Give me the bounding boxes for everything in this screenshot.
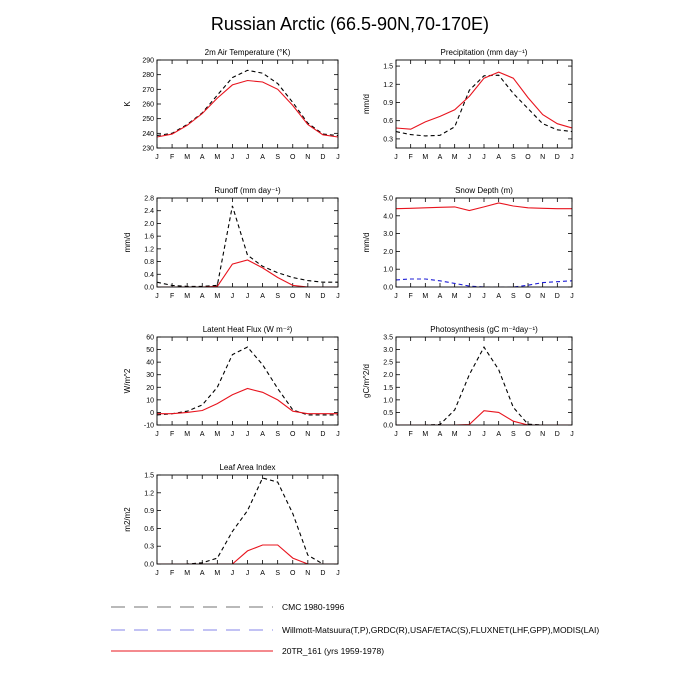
y-tick-label: 30 [146,372,154,380]
y-tick-label: 1.2 [144,246,154,254]
y-tick-label: 0.6 [144,525,154,533]
y-axis-label: m2/m2 [123,507,132,532]
series-line [157,260,338,287]
y-tick-label: 250 [142,116,154,124]
panel-title: Runoff (mm day⁻¹) [214,186,281,195]
x-tick-label: J [467,293,472,300]
x-tick-label: J [155,431,159,438]
x-tick-label: A [437,154,443,161]
y-tick-label: 20 [146,384,154,392]
x-tick-label: S [510,154,516,161]
x-tick-label: J [245,570,250,577]
y-tick-label: -10 [143,422,154,430]
x-tick-label: M [451,431,458,438]
y-axis-label: mm/d [362,94,371,114]
chart-panel [123,325,340,438]
x-tick-label: N [305,570,311,577]
x-tick-label: J [245,431,250,438]
series-line [396,347,572,425]
x-tick-label: A [199,431,205,438]
x-tick-label: J [570,431,574,438]
x-tick-label: J [482,154,486,161]
x-tick-label: J [570,293,574,300]
x-tick-label: M [214,293,221,300]
x-tick-label: D [554,431,560,438]
panels [123,48,574,577]
y-tick-label: 230 [142,145,154,153]
x-tick-label: J [336,431,340,438]
x-tick-label: S [275,154,281,161]
x-tick-label: M [214,570,221,577]
x-tick-label: F [169,570,175,577]
x-tick-label: A [437,293,443,300]
x-tick-label: A [496,293,502,300]
x-tick-label: O [290,431,296,438]
x-tick-label: F [408,154,413,161]
y-tick-label: 4.0 [383,213,393,221]
y-tick-label: 0.9 [144,508,154,516]
panel-title: Leaf Area Index [219,463,276,472]
y-tick-label: 0.3 [383,136,393,144]
x-tick-label: M [214,431,221,438]
x-tick-label: S [275,293,281,300]
x-tick-label: J [394,154,398,161]
x-tick-label: O [525,154,531,161]
x-tick-label: J [245,293,250,300]
x-tick-label: N [305,431,311,438]
chart-panel [362,186,574,300]
x-tick-label: O [525,293,531,300]
x-tick-label: J [230,154,235,161]
series-line [157,81,338,138]
y-tick-label: 3.0 [383,347,393,355]
x-tick-label: J [467,431,472,438]
y-tick-label: 40 [146,359,154,367]
x-tick-label: F [408,293,413,300]
y-tick-label: 2.0 [144,220,154,228]
x-tick-label: N [540,293,546,300]
chart-panel [362,325,574,438]
x-tick-label: M [184,154,191,161]
x-tick-label: A [260,570,265,577]
legend-label: 20TR_161 (yrs 1959-1978) [282,646,385,656]
y-tick-label: 0 [150,409,154,417]
y-tick-label: 0.4 [144,271,154,279]
x-tick-label: S [510,431,516,438]
x-tick-label: N [540,154,546,161]
series-line [396,203,572,211]
x-tick-label: M [214,154,221,161]
x-tick-label: O [290,570,296,577]
y-axis-label: K [123,101,132,107]
x-tick-label: S [275,431,281,438]
panel-title: 2m Air Temperature (°K) [204,48,291,57]
plot-frame [396,337,572,425]
y-axis-label: gC/m^2/d [362,364,371,398]
x-tick-label: A [496,154,502,161]
y-tick-label: 270 [142,86,154,94]
x-tick-label: M [451,293,458,300]
x-tick-label: M [451,154,458,161]
y-axis-label: mm/d [362,232,371,253]
x-tick-label: D [320,431,326,438]
series-line [157,389,338,414]
y-tick-label: 0.8 [144,259,154,267]
legend-label: CMC 1980-1996 [282,602,345,612]
x-tick-label: J [482,431,486,438]
series-line [157,206,338,287]
x-tick-label: N [540,431,546,438]
y-tick-label: 10 [146,397,154,405]
x-tick-label: A [199,154,205,161]
x-tick-label: J [394,293,398,300]
x-tick-label: J [467,154,472,161]
plot-frame [157,198,338,287]
y-tick-label: 0.0 [144,561,154,569]
x-tick-label: S [275,570,281,577]
x-tick-label: O [290,154,296,161]
y-tick-label: 0.3 [144,543,154,551]
chart-panel [362,48,574,161]
plot-frame [396,60,572,148]
x-tick-label: A [260,293,265,300]
x-tick-label: M [184,431,191,438]
y-tick-label: 0.0 [144,284,154,292]
y-tick-label: 2.5 [383,359,393,367]
y-tick-label: 0.0 [383,284,393,292]
x-tick-label: A [496,431,502,438]
y-tick-label: 3.5 [383,334,393,342]
series-line [396,75,572,136]
x-tick-label: A [260,431,265,438]
y-tick-label: 290 [142,57,154,65]
x-tick-label: F [169,431,175,438]
chart-panel [123,463,340,577]
x-tick-label: A [199,570,205,577]
x-tick-label: J [394,431,398,438]
chart-panel [123,186,340,300]
y-tick-label: 0.6 [383,118,393,126]
y-axis-label: mm/d [123,232,132,253]
x-tick-label: J [155,293,159,300]
y-tick-label: 0.5 [383,409,393,417]
y-tick-label: 2.8 [144,195,154,203]
legend [111,602,599,656]
y-tick-label: 240 [142,130,154,138]
x-tick-label: J [245,154,250,161]
plot-frame [157,337,338,425]
x-tick-label: A [260,154,265,161]
x-tick-label: F [169,154,175,161]
y-tick-label: 5.0 [383,195,393,203]
y-tick-label: 2.0 [383,372,393,380]
x-tick-label: A [199,293,205,300]
series-line [157,347,338,415]
y-axis-label: W/m^2 [123,368,132,394]
plot-frame [157,60,338,148]
x-tick-label: D [554,154,560,161]
x-tick-label: J [336,154,340,161]
y-tick-label: 1.2 [383,81,393,89]
x-tick-label: M [422,154,429,161]
x-tick-label: D [320,293,326,300]
chart-panel [123,48,340,161]
plot-frame [396,198,572,287]
x-tick-label: S [510,293,516,300]
x-tick-label: M [422,293,429,300]
x-tick-label: J [230,570,235,577]
y-tick-label: 1.5 [144,472,154,480]
x-tick-label: F [408,431,413,438]
y-tick-label: 1.0 [383,266,393,274]
x-tick-label: O [290,293,296,300]
series-line [396,72,572,129]
panel-title: Snow Depth (m) [455,186,513,195]
x-tick-label: M [422,431,429,438]
y-tick-label: 50 [146,347,154,355]
x-tick-label: J [230,293,235,300]
y-tick-label: 3.0 [383,231,393,239]
x-tick-label: F [169,293,175,300]
y-tick-label: 2.4 [144,208,154,216]
y-tick-label: 1.5 [383,384,393,392]
y-tick-label: 0.0 [383,422,393,430]
y-tick-label: 2.0 [383,248,393,256]
x-tick-label: J [155,570,159,577]
x-tick-label: J [155,154,159,161]
y-tick-label: 1.2 [144,490,154,498]
x-tick-label: M [184,570,191,577]
y-tick-label: 280 [142,72,154,80]
x-tick-label: N [305,154,311,161]
y-tick-label: 0.9 [383,99,393,107]
x-tick-label: N [305,293,311,300]
x-tick-label: O [525,431,531,438]
x-tick-label: J [230,431,235,438]
x-tick-label: D [320,570,326,577]
panel-title: Precipitation (mm day⁻¹) [440,48,528,57]
x-tick-label: D [554,293,560,300]
x-tick-label: A [437,431,443,438]
y-tick-label: 1.6 [144,233,154,241]
panel-title: Latent Heat Flux (W m⁻²) [202,325,293,334]
y-tick-label: 1.0 [383,397,393,405]
y-tick-label: 1.5 [383,63,393,71]
legend-label: Willmott-Matsuura(T,P),GRDC(R),USAF/ETAC(S),FLUXNET(LHF,GPP),MODIS(LAI) [282,625,600,635]
x-tick-label: J [336,570,340,577]
x-tick-label: J [336,293,340,300]
x-tick-label: M [184,293,191,300]
main-title: Russian Arctic (66.5-90N,70-170E) [210,14,490,34]
panel-title: Photosynthesis (gC m⁻²day⁻¹) [430,325,538,334]
x-tick-label: D [320,154,326,161]
y-tick-label: 60 [146,334,154,342]
y-tick-label: 260 [142,101,154,109]
x-tick-label: J [482,293,486,300]
x-tick-label: J [570,154,574,161]
